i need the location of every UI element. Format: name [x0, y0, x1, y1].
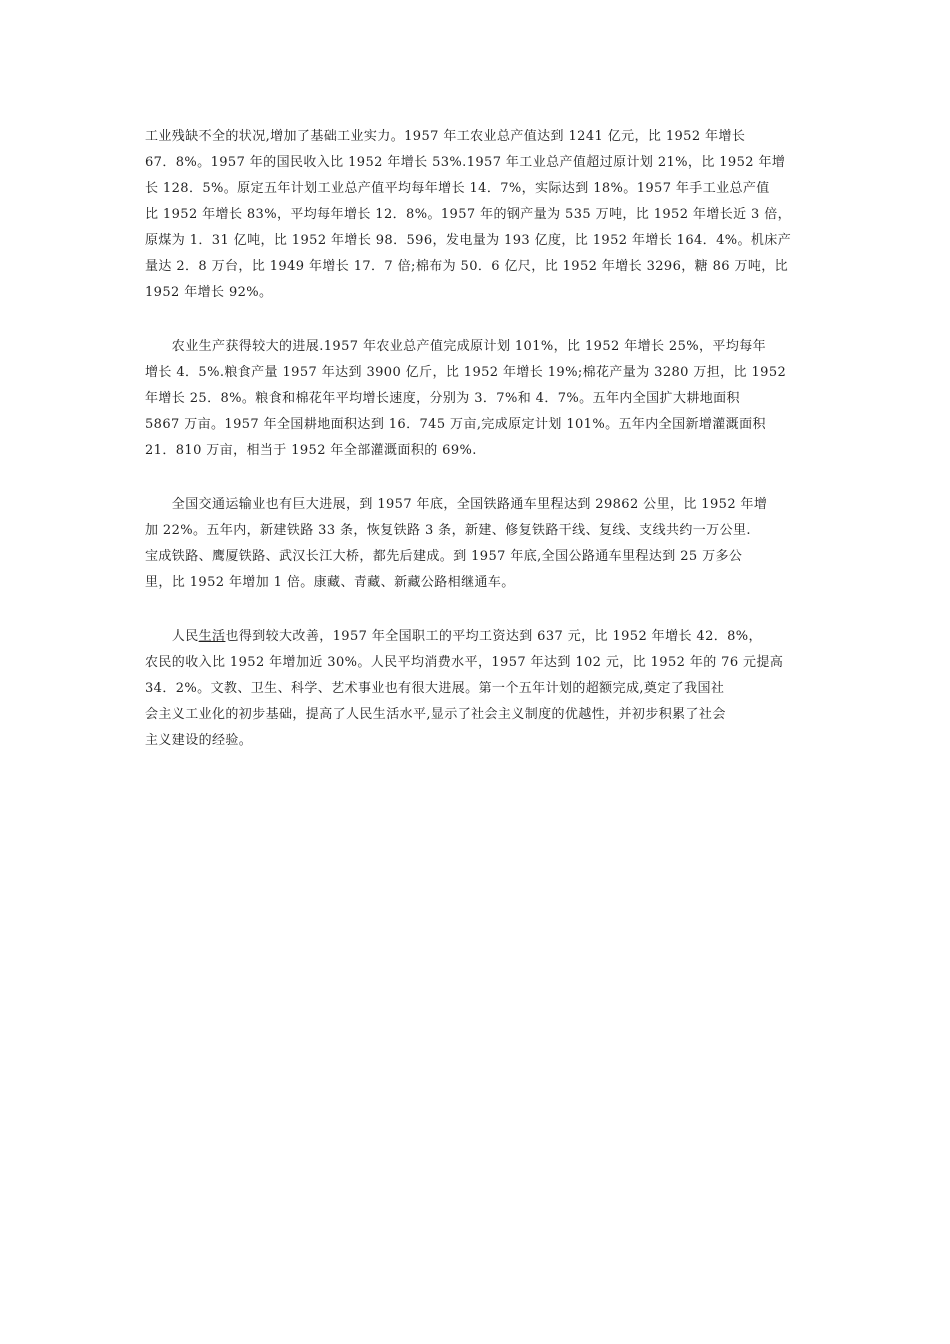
text-line: 农业生产获得较大的进展.1957 年农业总产值完成原计划 101%，比 1952 年增长 25%，平均每年	[145, 339, 767, 354]
text-line: 会主义工业化的初步基础，提高了人民生活水平,显示了社会主义制度的优越性，并初步积累了社会	[145, 707, 726, 722]
text-line: 34．2%。文教、卫生、科学、艺术事业也有很大进展。第一个五年计划的超额完成,奠定了我国社	[145, 681, 725, 696]
text-line: 67．8%。1957 年的国民收入比 1952 年增长 53%.1957 年工业总产值超过原计划 21%，比 1952 年增	[145, 155, 786, 170]
text-line: 主义建设的经验。	[145, 733, 253, 748]
text-line: 增长 4．5%.粮食产量 1957 年达到 3900 亿斤，比 1952 年增长 19%;棉花产量为 3280 万担，比 1952	[145, 365, 787, 380]
text-line: 全国交通运输业也有巨大进展，到 1957 年底，全国铁路通车里程达到 29862 公里，比 1952 年增	[145, 497, 768, 512]
paragraph-agriculture	[145, 334, 810, 464]
text-line: 宝成铁路、鹰厦铁路、武汉长江大桥，都先后建成。到 1957 年底,全国公路通车里程达到 25 万多公	[145, 549, 743, 564]
text-line	[145, 624, 810, 650]
text-line: 长 128．5%。原定五年计划工业总产值平均每年增长 14．7%，实际达到 18%。1957 年手工业总产值	[145, 181, 770, 196]
text-segment: 人民	[145, 629, 199, 644]
paragraph-industry	[145, 124, 810, 306]
text-segment: 也得到较大改善，1957 年全国职工的平均工资达到 637 元，比 1952 年增长 42．8%，	[225, 629, 762, 644]
text-line: 比 1952 年增长 83%，平均每年增长 12．8%。1957 年的钢产量为 535 万吨，比 1952 年增长近 3 倍，	[145, 207, 792, 222]
living-link[interactable]: 生活	[198, 629, 226, 644]
text-line: 量达 2．8 万台，比 1949 年增长 17．7 倍;棉布为 50．6 亿尺，比 1952 年增长 3296，糖 86 万吨，比	[145, 259, 789, 274]
text-line: 农民的收入比 1952 年增加近 30%。人民平均消费水平，1957 年达到 102 元，比 1952 年的 76 元提高	[145, 655, 784, 670]
text-line: 里，比 1952 年增加 1 倍。康藏、青藏、新藏公路相继通车。	[145, 575, 515, 590]
paragraph-living	[145, 624, 810, 754]
document-body	[145, 124, 810, 782]
text-line: 5867 万亩。1957 年全国耕地面积达到 16．745 万亩,完成原定计划 101%。五年内全国新增灌溉面积	[145, 417, 766, 432]
text-line: 原煤为 1．31 亿吨，比 1952 年增长 98．596，发电量为 193 亿度，比 1952 年增长 164．4%。机床产	[145, 233, 792, 248]
text-line: 1952 年增长 92%。	[145, 285, 273, 300]
text-line: 加 22%。五年内，新建铁路 33 条，恢复铁路 3 条，新建、修复铁路干线、复线、支线共约一万公里.	[145, 523, 751, 538]
text-line: 21．810 万亩，相当于 1952 年全部灌溉面积的 69%.	[145, 443, 477, 458]
text-line: 年增长 25．8%。粮食和棉花年平均增长速度，分别为 3．7%和 4．7%。五年内全国扩大耕地面积	[145, 391, 740, 406]
paragraph-transport	[145, 492, 810, 596]
text-line: 工业残缺不全的状况,增加了基础工业实力。1957 年工农业总产值达到 1241 亿元，比 1952 年增长	[145, 129, 746, 144]
